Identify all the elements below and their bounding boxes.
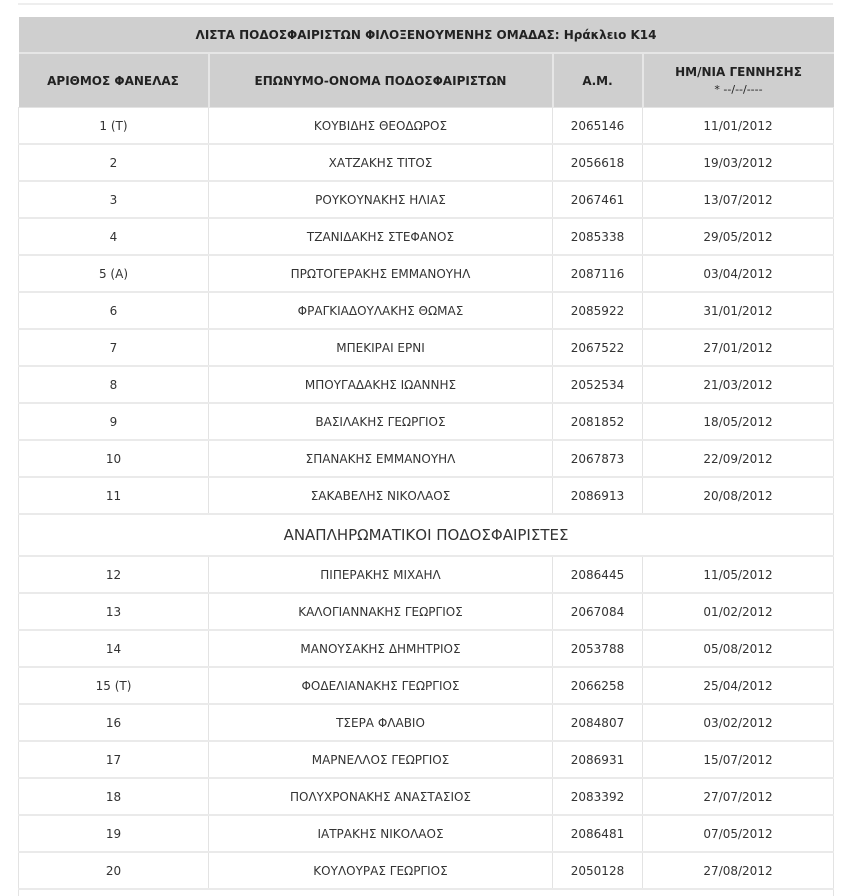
cell-name: ΙΑΤΡΑΚΗΣ ΝΙΚΟΛΑΟΣ	[209, 815, 553, 852]
table-row	[19, 255, 834, 292]
cell-dob: 11/01/2012	[643, 108, 834, 145]
cell-jersey: 8	[19, 366, 209, 403]
cell-am: 2086481	[553, 815, 643, 852]
column-header-am: Α.Μ.	[553, 53, 643, 108]
cell-name: ΣΠΑΝΑΚΗΣ ΕΜΜΑΝΟΥΗΛ	[209, 440, 553, 477]
cell-jersey: 3	[19, 181, 209, 218]
cell-jersey: 1 (Τ)	[19, 108, 209, 145]
cell-dob: 13/07/2012	[643, 181, 834, 218]
table-row	[19, 741, 834, 778]
cell-dob: 27/07/2012	[643, 778, 834, 815]
cell-am: 2086913	[553, 477, 643, 514]
cell-am: 2050128	[553, 852, 643, 889]
cell-jersey: 11	[19, 477, 209, 514]
cell-name: ΒΑΣΙΛΑΚΗΣ ΓΕΩΡΓΙΟΣ	[209, 403, 553, 440]
substitutes-section-row	[19, 514, 834, 556]
cell-jersey: 2	[19, 144, 209, 181]
cell-dob: 01/02/2012	[643, 593, 834, 630]
table-row	[19, 778, 834, 815]
cell-am: 2085338	[553, 218, 643, 255]
table-row	[19, 477, 834, 514]
table-footer-spacer	[19, 889, 834, 896]
table-row	[19, 630, 834, 667]
cell-dob: 19/03/2012	[643, 144, 834, 181]
table-row	[19, 329, 834, 366]
table-row	[19, 366, 834, 403]
cell-name: ΠΡΩΤΟΓΕΡΑΚΗΣ ΕΜΜΑΝΟΥΗΛ	[209, 255, 553, 292]
cell-dob: 11/05/2012	[643, 556, 834, 593]
cell-am: 2067084	[553, 593, 643, 630]
cell-name: ΜΑΡΝΕΛΛΟΣ ΓΕΩΡΓΙΟΣ	[209, 741, 553, 778]
table-row	[19, 440, 834, 477]
cell-name: ΚΟΥΒΙΔΗΣ ΘΕΟΔΩΡΟΣ	[209, 108, 553, 145]
column-header-dob	[643, 53, 834, 108]
cell-am: 2081852	[553, 403, 643, 440]
cell-name: ΤΣΕΡΑ ΦΛΑΒΙΟ	[209, 704, 553, 741]
cell-am: 2052534	[553, 366, 643, 403]
table-row	[19, 292, 834, 329]
cell-jersey: 4	[19, 218, 209, 255]
cell-name: ΠΟΛΥΧΡΟΝΑΚΗΣ ΑΝΑΣΤΑΣΙΟΣ	[209, 778, 553, 815]
roster-body	[19, 108, 834, 896]
cell-jersey: 9	[19, 403, 209, 440]
table-row	[19, 556, 834, 593]
cell-am: 2056618	[553, 144, 643, 181]
cell-am: 2084807	[553, 704, 643, 741]
cell-am: 2067873	[553, 440, 643, 477]
table-row	[19, 181, 834, 218]
cell-dob: 05/08/2012	[643, 630, 834, 667]
cell-name: ΤΖΑΝΙΔΑΚΗΣ ΣΤΕΦΑΝΟΣ	[209, 218, 553, 255]
cell-am: 2085922	[553, 292, 643, 329]
cell-name: ΜΠΟΥΓΑΔΑΚΗΣ ΙΩΑΝΝΗΣ	[209, 366, 553, 403]
cell-jersey: 10	[19, 440, 209, 477]
cell-dob: 07/05/2012	[643, 815, 834, 852]
column-header-dob-label: ΗΜ/ΝΙΑ ΓΕΝΝΗΣΗΣ	[675, 65, 802, 79]
table-row	[19, 815, 834, 852]
top-divider	[18, 3, 833, 5]
cell-dob: 27/01/2012	[643, 329, 834, 366]
column-header-jersey: ΑΡΙΘΜΟΣ ΦΑΝΕΛΑΣ	[19, 53, 209, 108]
cell-jersey: 5 (Α)	[19, 255, 209, 292]
cell-am: 2066258	[553, 667, 643, 704]
cell-am: 2053788	[553, 630, 643, 667]
cell-name: ΣΑΚΑΒΕΛΗΣ ΝΙΚΟΛΑΟΣ	[209, 477, 553, 514]
cell-dob: 03/04/2012	[643, 255, 834, 292]
cell-name: ΦΡΑΓΚΙΑΔΟΥΛΑΚΗΣ ΘΩΜΑΣ	[209, 292, 553, 329]
cell-name: ΧΑΤΖΑΚΗΣ ΤΙΤΟΣ	[209, 144, 553, 181]
cell-jersey: 7	[19, 329, 209, 366]
cell-am: 2067522	[553, 329, 643, 366]
cell-dob: 20/08/2012	[643, 477, 834, 514]
cell-dob: 18/05/2012	[643, 403, 834, 440]
footer-spacer-cell	[19, 889, 834, 896]
table-row	[19, 667, 834, 704]
cell-dob: 03/02/2012	[643, 704, 834, 741]
column-header-dob-format: * --/--/----	[644, 81, 834, 99]
cell-jersey: 14	[19, 630, 209, 667]
away-team-roster-table	[18, 17, 834, 896]
cell-dob: 31/01/2012	[643, 292, 834, 329]
column-header-name: ΕΠΩΝΥΜΟ-ΟΝΟΜΑ ΠΟΔΟΣΦΑΙΡΙΣΤΩΝ	[209, 53, 553, 108]
cell-dob: 29/05/2012	[643, 218, 834, 255]
cell-jersey: 16	[19, 704, 209, 741]
cell-am: 2083392	[553, 778, 643, 815]
cell-jersey: 19	[19, 815, 209, 852]
substitutes-heading: ΑΝΑΠΛΗΡΩΜΑΤΙΚΟΙ ΠΟΔΟΣΦΑΙΡΙΣΤΕΣ	[19, 514, 834, 556]
cell-jersey: 12	[19, 556, 209, 593]
column-header-row	[19, 53, 834, 108]
cell-name: ΚΟΥΛΟΥΡΑΣ ΓΕΩΡΓΙΟΣ	[209, 852, 553, 889]
cell-dob: 15/07/2012	[643, 741, 834, 778]
cell-jersey: 20	[19, 852, 209, 889]
table-row	[19, 403, 834, 440]
table-row	[19, 704, 834, 741]
cell-name: ΡΟΥΚΟΥΝΑΚΗΣ ΗΛΙΑΣ	[209, 181, 553, 218]
cell-dob: 22/09/2012	[643, 440, 834, 477]
cell-am: 2087116	[553, 255, 643, 292]
cell-am: 2067461	[553, 181, 643, 218]
cell-dob: 25/04/2012	[643, 667, 834, 704]
table-title-row	[19, 17, 834, 53]
table-row	[19, 218, 834, 255]
cell-jersey: 13	[19, 593, 209, 630]
table-row	[19, 108, 834, 145]
cell-dob: 27/08/2012	[643, 852, 834, 889]
cell-dob: 21/03/2012	[643, 366, 834, 403]
cell-name: ΦΟΔΕΛΙΑΝΑΚΗΣ ΓΕΩΡΓΙΟΣ	[209, 667, 553, 704]
table-title: ΛΙΣΤΑ ΠΟΔΟΣΦΑΙΡΙΣΤΩΝ ΦΙΛΟΞΕΝΟΥΜΕΝΗΣ ΟΜΑΔΑΣ: Ηράκλειο Κ14	[19, 17, 834, 53]
cell-am: 2086445	[553, 556, 643, 593]
cell-jersey: 18	[19, 778, 209, 815]
cell-jersey: 17	[19, 741, 209, 778]
cell-am: 2086931	[553, 741, 643, 778]
cell-jersey: 6	[19, 292, 209, 329]
cell-name: ΚΑΛΟΓΙΑΝΝΑΚΗΣ ΓΕΩΡΓΙΟΣ	[209, 593, 553, 630]
table-row	[19, 144, 834, 181]
cell-name: ΜΑΝΟΥΣΑΚΗΣ ΔΗΜΗΤΡΙΟΣ	[209, 630, 553, 667]
cell-name: ΜΠΕΚΙΡΑΙ ΕΡΝΙ	[209, 329, 553, 366]
cell-am: 2065146	[553, 108, 643, 145]
cell-name: ΠΙΠΕΡΑΚΗΣ ΜΙΧΑΗΛ	[209, 556, 553, 593]
cell-jersey: 15 (Τ)	[19, 667, 209, 704]
table-row	[19, 593, 834, 630]
